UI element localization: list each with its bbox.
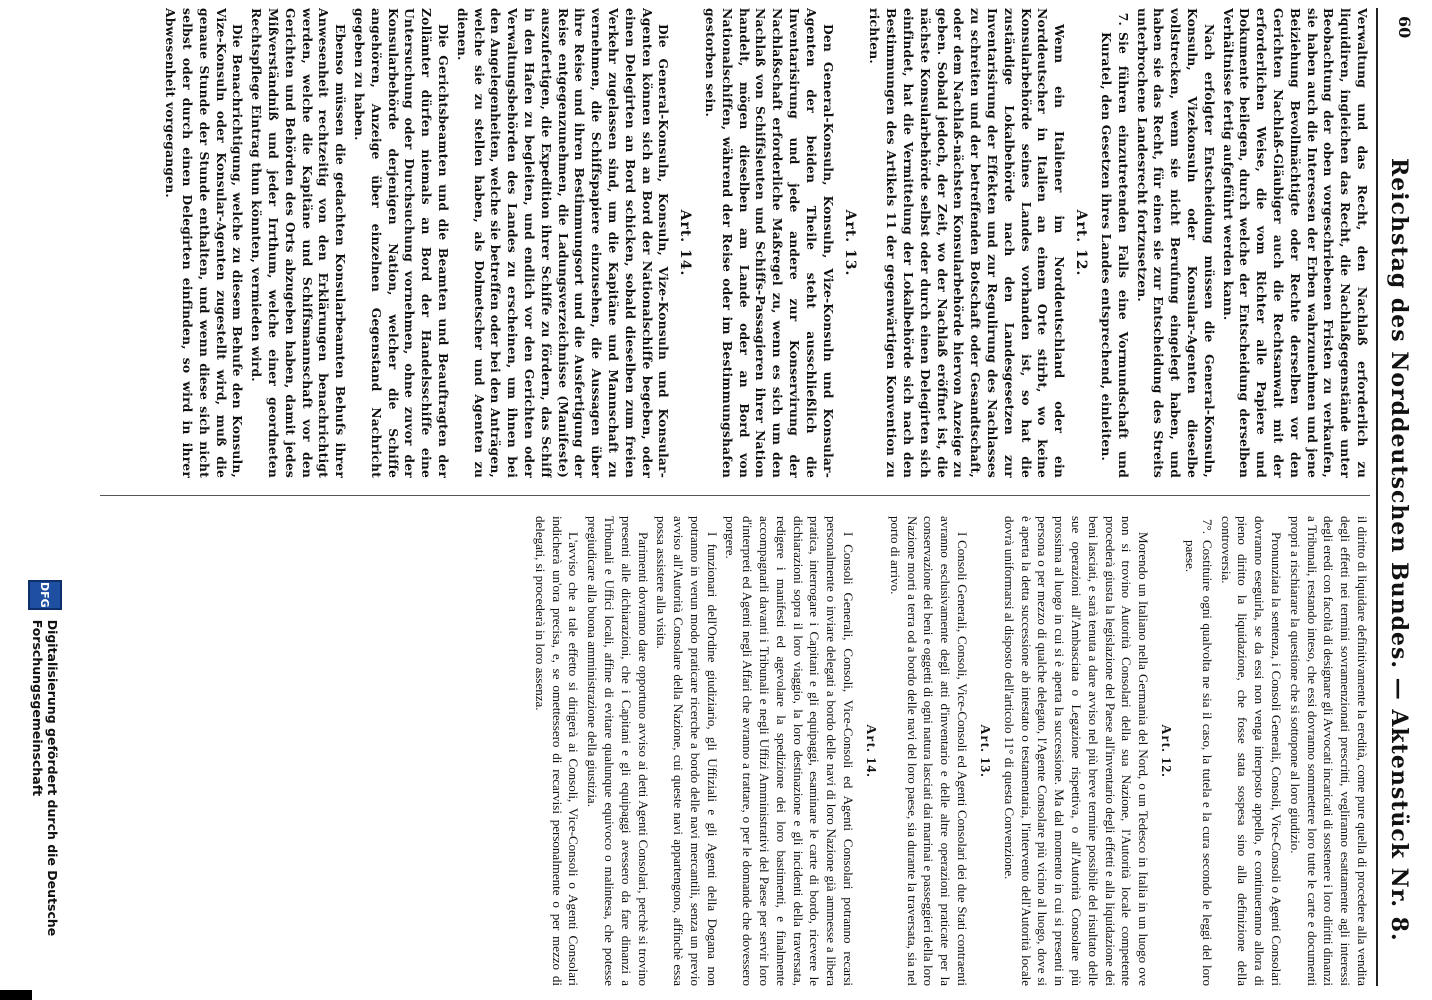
digitization-footer [10, 580, 80, 1000]
page-title: Reichstag des Norddeutschen Bundes. — Aktenstück Nr. 8. [1386, 158, 1412, 942]
german-paragraph: Nach erfolgter Entscheidung müssen die General-Konsuln, Konsuln, Vizekonsuln oder Konsular-Agenten dieselbe vollstrecken, wenn sie nicht Berufung eingelegt haben, und haben sie das Recht, für einen sie zur Entscheidung des Streits unterbrochene Landesrecht fortzusetzen. [1134, 8, 1217, 478]
item-number: 7°. [1199, 519, 1215, 534]
italian-art14-paragraph: I funzionari dell'Ordine giudiziario, gli Uffiziali e gli Agenti della Dogana non potranno in verun modo praticare ricerche a bordo delle navi mercantili, senza un previo avviso all'Autorità Consolare della Nazione, cui queste navi appartengono, affinchè essa possa assistere alla visita. [654, 516, 720, 986]
german-intro: Verwaltung und das Recht, den Nachlaß erforderlich zu liquidiren, ingleichen das Recht, die Nachlaßgegenstände unter Beobachtung der oben vorgeschriebenen Fristen zu verkaufen, sie haben auch die Interessen der Erben wahrzunehmen und jene Beiziehung Bevollmächtigte oder Rechte derselben vor den Gerichten Nachlaß-Gläubiger auch die Rechtsanwalt mit der erforderlichen Weise, die vom Richter alle Papiere und Dokumente beilegen, durch welche der Entscheidung derselben Verhältnisse fertig aufgeführt werden kann. [1220, 8, 1370, 478]
german-art14-paragraph: Die Gerichtsbeamten und die Beamten und Beauftragten der Zollämter dürfen niemals an Bord der Handelsschiffe eine Untersuchung oder Durchsuchung vornehmen, ohne zuvor der Konsularbehörde derjenigen Nation, welcher die Schiffe angehören, Anzeige über einzelnen Gegenstand Nachricht gegeben zu haben. [351, 8, 451, 478]
german-art12-text: Wenn ein Italiener im Norddeutschland oder ein Norddeutscher in Italien an einem Orte stirbt, wo keine Konsularbehörde seines Landes vorhanden ist, so hat die zuständige Lokalbehörde nach den Landesgesetzen zur Inventarisirung der Effekten und zur Regulirung des Nachlasses zu schreiten und der betreffenden Botschaft oder Gesandtschaft, oder dem Nachlaß-nächsten Konsularbehörde hiervon Anzeige zu geben. Sobald jedoch, der Zeit, wo der Nachlaß eröffnet ist, die nächste Konsularbehörde selbst oder durch einen Delegirten sich einfindet, hat die Vermittelung der Lokalbehörde sich nach den Bestimmungen des Artikels 11 der gegenwärtigen Konvention zu richten. [867, 8, 1068, 478]
italian-item-7 [1181, 516, 1215, 986]
german-art14-heading: Art. 14. [677, 209, 694, 277]
item-text: Sie führen einzutretenden Falls eine Vormundschaft und Kuratel, den Gesetzen ihres Landes entsprechend, einleiten. [1099, 32, 1131, 478]
column-divider [100, 495, 1370, 496]
page-number: 60 [1395, 16, 1414, 39]
italian-art14-paragraph: I Consoli Generali, Consoli, Vice-Consoli ed Agenti Consolari potranno recarsi personalmente o inviare delegati a bordo delle navi di loro Nazione già ammesse a libera pratica, interrogare i Capitani e gli equipaggi, esaminare le carte di bordo, ricevere le dichiarazioni sopra il loro viaggio, la loro destinazione e gli incidenti della traversata, redigere i manifesti ed agevolare la spedizione dei loro bastimenti, e finalmente accompagnarli davanti i Tribunali e negli Uffizi Amministrativi del Paese per servir loro d'interpreti ed Agenti negli Affari che avranno a trattare, o per le domande che dovessero porgere. [723, 516, 857, 986]
italian-art13-heading: Art. 13. [977, 724, 993, 778]
document-page [82, 8, 1422, 986]
italian-art12-text: Morendo un Italiano nella Germania del Nord, o un Tedesco in Italia in un luogo ove non si trovino Autorità Consolari della sua Nazione, l'Autorità locale competente procederà giusta la legislazione del Paese all'inventario degli effetti e alla liquidazione dei beni lasciati, e sarà tenuta a dare avviso nel più breve termine possibile del risultato delle sue operazioni all'Ambasciata o Legazione rispettiva, o all'Autorità Consolare più prossima al luogo in cui si è aperta la successione. Ma dal momento in cui si presenti in persona o per mezzo di qualche delegato, l'Agente Consolare più vicino al luogo, dove si è aperta la detta successione ab intestato o testamentaria, l'intervento dell'Autorità locale dovrà uniformarsi al disposto dell'articolo 11° di questa Convenzione. [1001, 516, 1152, 986]
german-art14-paragraph: Die Benachrichtigung, welche zu diesem Behufe den Konsuln, Vize-Konsuln oder Konsular-Agenten zugestellt wird, muß die genaue Stunde der Stunde enthalten, und wenn diese sich nicht selbst oder durch einen Delegirten einfinden, so wird in ihrer Abwesenheit vorgegangen. [163, 8, 246, 478]
italian-art13-text: I Consoli Generali, Consoli, Vice-Consoli ed Agenti Consolari dei due Stati contraenti avranno esclusivamente degli atti d'inventario e delle altre operazioni praticate per la conservazione dei beni e oggetti di ogni natura lasciati dai marinai e passeggieri della loro Nazione morti a terra od a bordo delle navi del loro paese, sia durante la traversata, sia nel porto di arrivo. [887, 516, 971, 986]
italian-art12-heading: Art. 12. [1158, 724, 1174, 778]
german-art13-heading: Art. 13. [841, 209, 858, 277]
italian-intro: il diritto di liquidare definitivamente la eredità, come pure quella di procedere alla vendita degli effetti nei termini sovramenzionati prescritti, vegliranno esattamente agli interessi degli eredi con facoltà di designare gli Avvocati incaricati di sostenere i loro diritti dinanzi a Tribunali, restando inteso, che essi dovranno sommettere loro tutte le carte e documenti propri a rischiarare la questione che si sottopone al loro giudizio. [1287, 516, 1370, 986]
italian-art14-heading: Art. 14. [863, 724, 879, 778]
item-text: Costituire ogni qualvolta ne sia il caso, la tutela e la cura secondo le leggi del loro paese. [1183, 540, 1215, 986]
page-header [1376, 8, 1422, 986]
german-art12-heading: Art. 12. [1073, 209, 1090, 277]
digitization-credit: Digitalisierung gefördert durch die Deutsche Forschungsgemeinschaft [30, 619, 60, 937]
italian-paragraph: Pronunziata la sentenza, i Consoli Generali, Consoli, Vice-Consoli o Agenti Consolari dovranno eseguirla, se da essi non venga interposto appello, e continueranno allora di pieno diritto la liquidazione, che fosse stata sospesa sino alla definizione della controversia. [1218, 516, 1285, 986]
german-item-7 [1097, 8, 1131, 478]
german-art13-text: Den General-Konsuln, Konsuln, Vize-Konsuln und Konsular-Agenten der beiden Theile steht ausschließlich die Inventarisirung und jede andere zur Konservirung der Nachlaßschaft erforderliche Maßregel zu, wenn es sich um den Nachlaß von Schiffsleuten und Schiffs-Passagieren ihrer Nation handelt, mögen dieselben am Lande oder an Bord von Nationalschiffen, während der Reise oder im Bestimmungshafen gestorben sein. [703, 8, 836, 478]
item-number: 7. [1115, 12, 1131, 26]
german-column [100, 8, 1370, 478]
binding-edge [0, 990, 32, 1000]
italian-column [100, 516, 1370, 986]
german-art14-paragraph: Ebenso müssen die gedachten Konsularbeamten Behufs ihrer Anwesenheit rechtzeitig von den Erklärungen benachrichtigt werden, welche die Kapitäne und Schiffsmannschaft vor den Gerichten und Behörden des Orts abzugeben haben, damit jedes Mißverständniß und jeder Irrthum, welche einer geordneten Rechtspflege Eintrag thun könnten, vermieden wird. [249, 8, 349, 478]
german-art14-paragraph: Die General-Konsuln, Konsuln, Vize-Konsuln und Konsular-Agenten können sich an Bord der Nationalschiffe begeben, oder einen Delegirten an Bord schicken, sobald dieselben zum freien Verkehr zugelassen sind, um die Kapitäne und Mannschaft zu vernehmen, die Schiffspapiere einzusehen, die Aussagen über ihre Reise und ihren Bestimmungsort und die Ausfertigung der Reise entgegenzunehmen, die Ladungsverzeichnisse (Manifeste) auszufertigen, die Expedition ihrer Schiffe zu fördern, das Schiff in den Hafen zu begleiten, und endlich vor den Gerichten oder Verwaltungsbehörden des Landes zu erscheinen, um ihnen bei den Angelegenheiten, welche sie betreffen oder bei den Anträgen, welche sie zu stellen haben, als Dolmetscher und Agenten zu dienen. [454, 8, 672, 478]
italian-art14-paragraph: Parimenti dovranno dare opportuno avviso ai detti Agenti Consolari, perchè si trovino presenti alle dichiarazioni, che i Capitani e gli equipaggi avessero da fare dinanzi a Tribunali e Uffici locali, affine di evitare qualunque equivoco o malintesa, che potesse pregiudicare alla buona amministrazione della giustizia. [585, 516, 651, 986]
dfg-logo: DFG [28, 580, 62, 610]
italian-art14-paragraph: L'avviso che a tale effetto si dirigerà ai Consoli, Vice-Consoli o Agenti Consolari indicherà un'ora precisa, e, se omettessero di recarvisi personalmente o per mezzo di delegati, si procederà in loro assenza. [532, 516, 582, 986]
